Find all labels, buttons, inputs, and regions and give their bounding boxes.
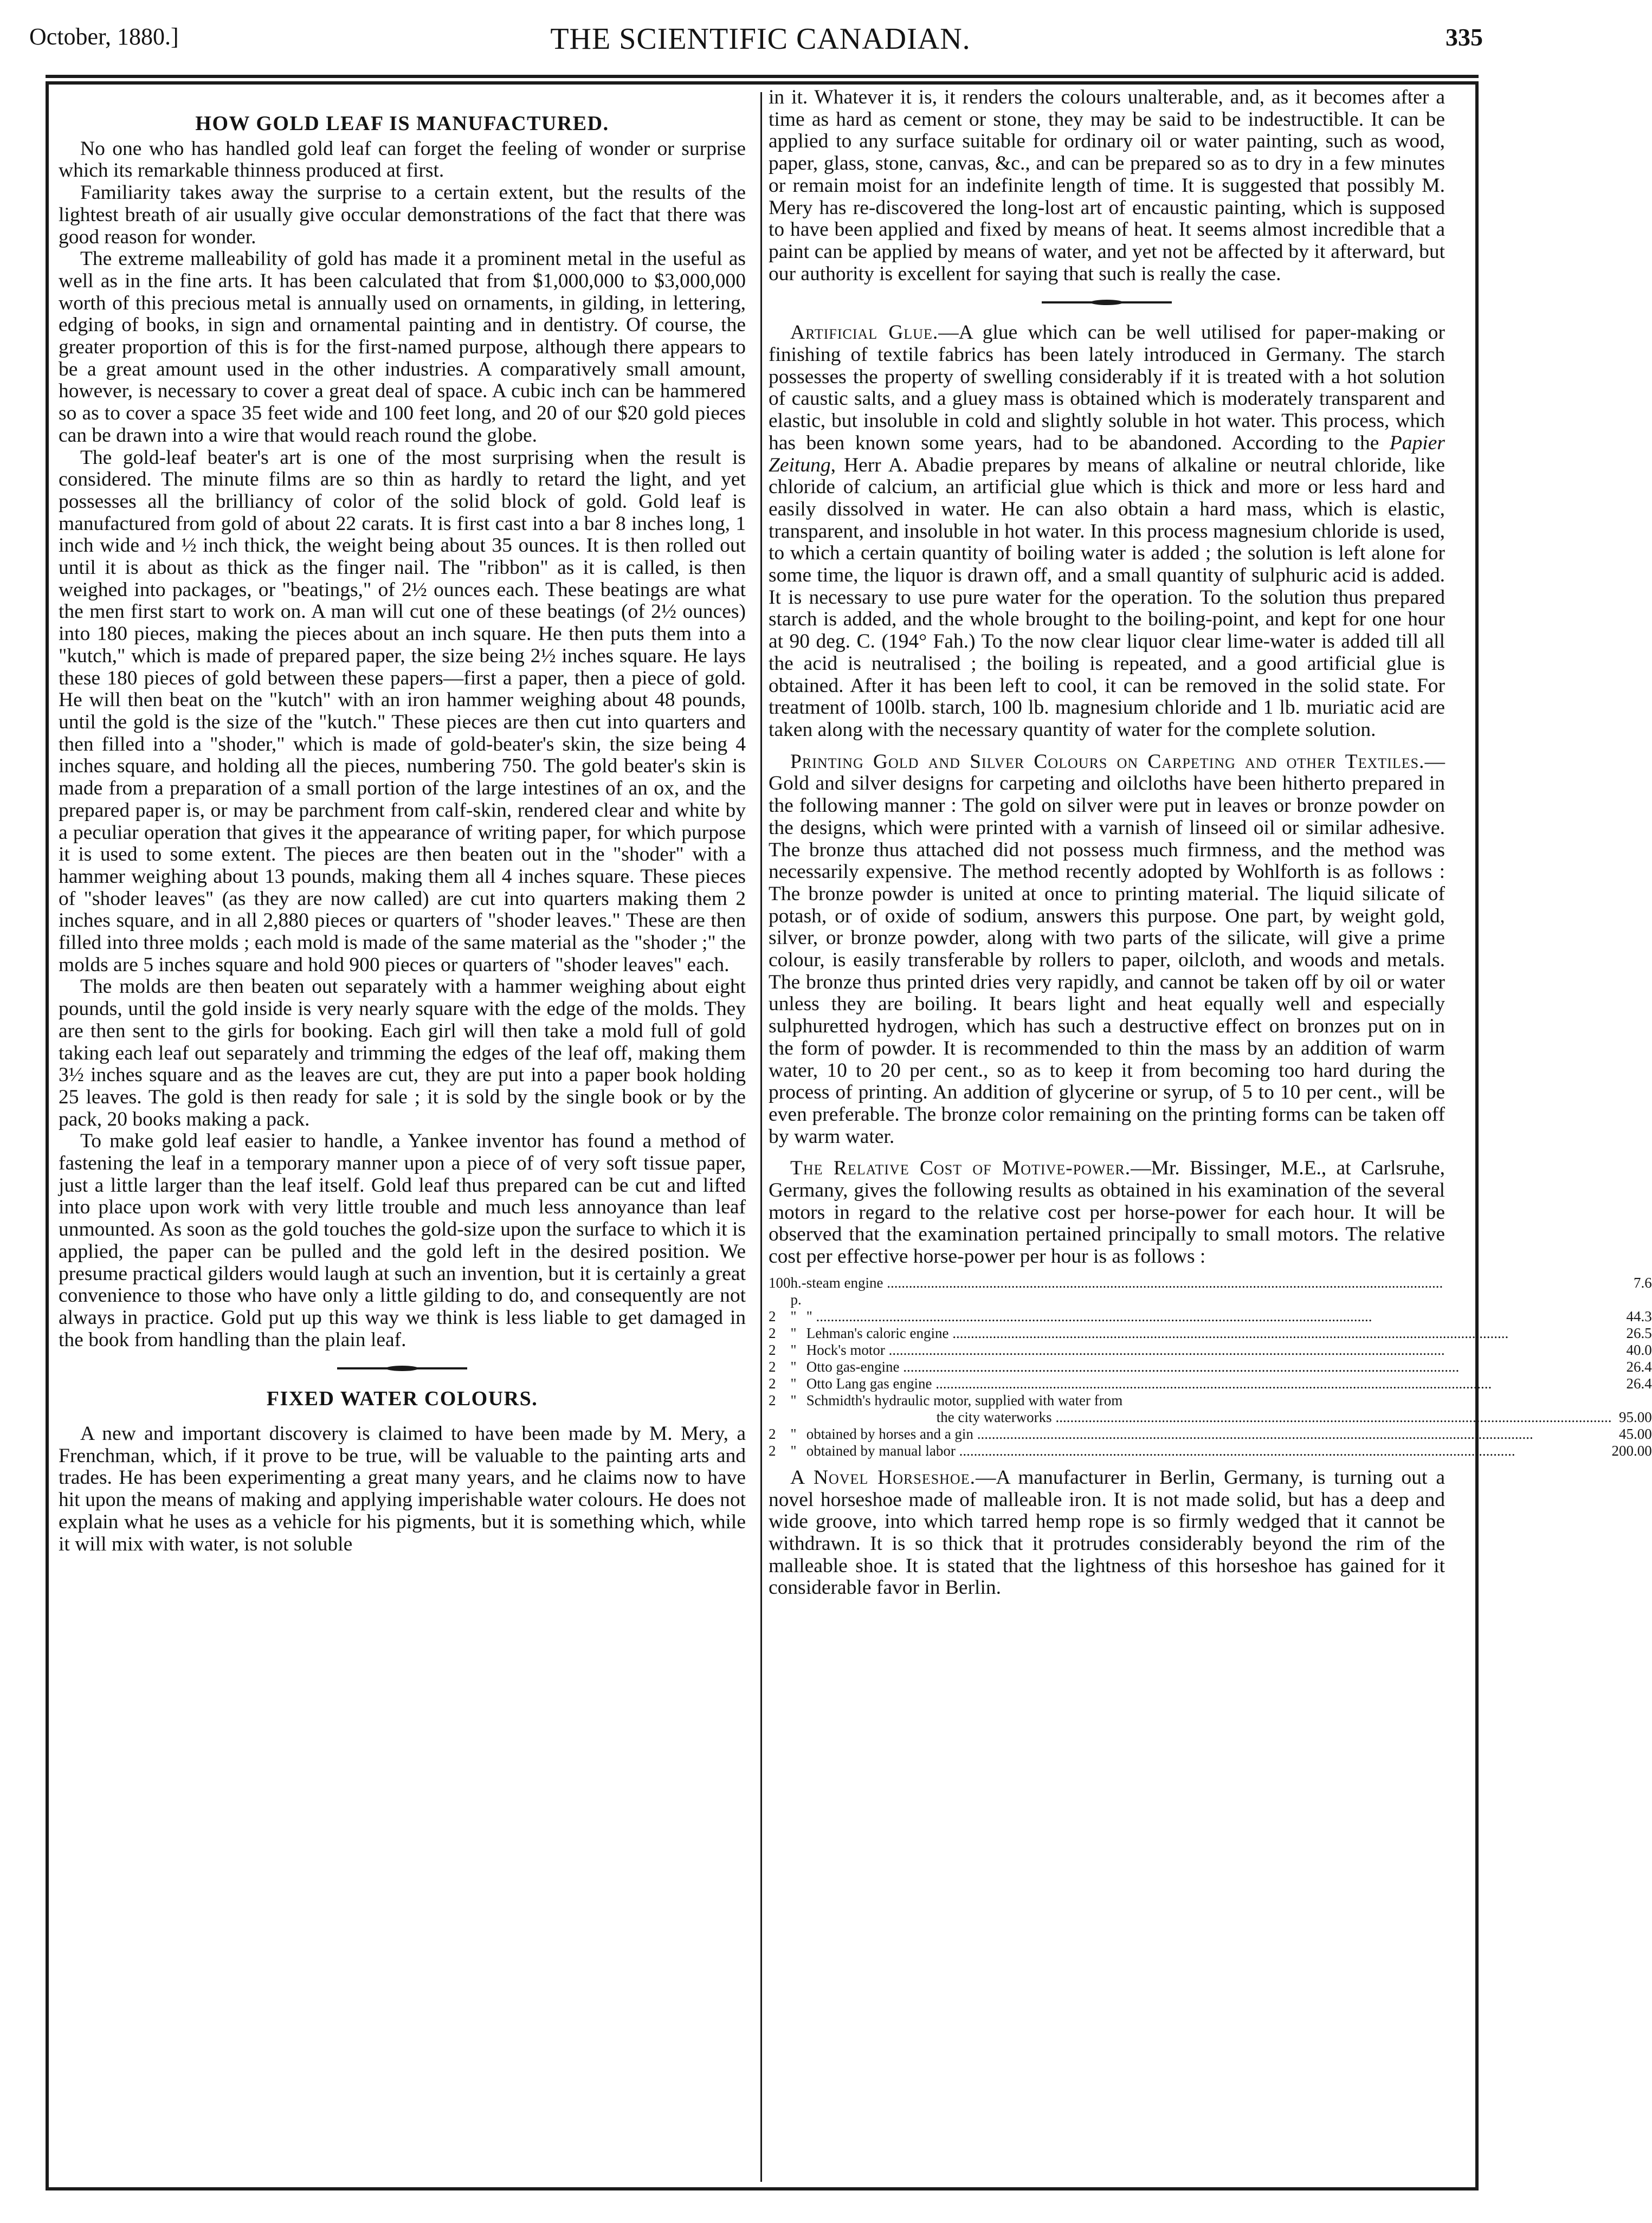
cost-table-row (769, 1342, 1652, 1359)
cost-table-row (769, 1392, 1652, 1409)
section-separator (337, 1367, 467, 1369)
cost-table-row (769, 1443, 1652, 1459)
cost-unit: h.-p. (790, 1274, 806, 1308)
artificial-glue-paragraph: Artificial Glue.—A glue which can be well utilised for paper-making or finishing of textile fabrics has been lately introduced in Germany. The starch possesses the property of swelling considerably if it is treated with a hot solution of caustic salts, and a gluey mass is obtained which is moderately transparent and elastic, but insoluble in cold and slightly soluble in hot water. This process, which has been known some years, had to be abandoned. According to the Papier Zeitung, Herr A. Abadie prepares by means of alkaline or neutral chloride, like chloride of calcium, an artificial glue which is thick and more or less hard and easily dissolved in water. He can also obtain a hard mass, which is elastic, transparent, and insoluble in hot water. In this process magnesium chloride is used, to which a certain quantity of boiling water is added ; the solution is left alone for some time, the liquor is drawn off, and a small quantity of sulphuric acid is added. It is necessary to use pure water for the operation. To the solution thus prepared starch is added, and the whole brought to the boiling-point, and kept for one hour at 90 deg. C. (194° Fah.) To the now clear liquor clear lime-water is added till all the acid is neutralised ; the boiling is repeated, and a good artificial glue is obtained. After it has been left to cool, it can be removed in the solid state. For treatment of 100lb. starch, 100 lb. magnesium chloride and 1 lb. muriatic acid are taken along with the necessary quantity of water for the complete solution. (769, 321, 1445, 741)
cost-value: 7.6 (1633, 1274, 1652, 1291)
cost-table-row (769, 1426, 1652, 1443)
gold-leaf-paragraph: To make gold leaf easier to handle, a Yankee inventor has found a method of fastening the leaf in a temporary manner upon a piece of of very soft tissue paper, just a little larger than the leaf itself. Gold leaf thus prepared can be cut and lifted into place upon work with very little trouble and much less annoyance than leaf unmounted. As soon as the gold touches the gold-size upon the surface to which it is applied, the paper can be pulled and the gold left in the desired position. We presume practical gilders would laugh at such an invention, but it is certainly a great convenience to those who have only a little gilding to do, and consequently are not always in practice. Gold put up this way we think is less liable to get damaged in the book from handling than the plain leaf. (59, 1130, 746, 1351)
cost-table-row (769, 1275, 1652, 1308)
cost-unit: " (790, 1442, 797, 1459)
cost-value: 45.00 (1618, 1425, 1652, 1442)
cost-motor-label: Lehman's caloric engine ..... (806, 1325, 1509, 1341)
gold-leaf-paragraph: The gold-leaf beater's art is one of the most surprising when the result is considered. The minute films are so thin as hardly to retard the light, and yet possesses all the brilliancy of color of the solid block of gold. Gold leaf is manufactured from gold of about 22 carats. It is first cast into a bar 8 inches long, 1 inch wide and ½ inch thick, the weight being about 35 ounces. It is then rolled out until it is about as thick as the finger nail. The "ribbon" as it is called, is then weighed into packages, or "beatings," of 2½ ounces each. These beatings are what the men first start to work on. A man will cut one of these beatings (of 2½ ounces) into 180 pieces, making the pieces about an inch square. He then puts them into a "kutch," which is made of prepared paper, the size being 2½ inches square. He lays these 180 pieces of gold between these papers—first a paper, then a piece of gold. He will then beat on the "kutch" with an iron hammer weighing about 48 pounds, until the gold is the size of the "kutch." These pieces are then cut into quarters and then filled into a "shoder," which is made of gold-beater's skin, the size being 4 inches square, and holding all the pieces, numbering 750. The gold beater's skin is made from a preparation of a small portion of the large intestines of an ox, and the prepared paper is, or may be parchment from calf-skin, rendered clear and white by a peculiar operation that gives it the appearance of writing paper, for which purpose it is used to some extent. The pieces are then beaten out in the "shoder" with a hammer weighing about 13 pounds, making them all 4 inches square. These pieces of "shoder leaves" (as they are now called) are cut into quarters making them 2 inches square, and in all 2,880 pieces or quarters of "shoder leaves." These are then filled into three molds ; each mold is made of the same material as the "shoder ;" the molds are 5 inches square and hold 900 pieces or quarters of "shoder leaves" each. (59, 446, 746, 976)
cost-value: 26.4 (1626, 1358, 1652, 1375)
horseshoe-paragraph: A Novel Horseshoe.—A manufacturer in Berlin, Germany, is turning out a novel horseshoe made of malleable iron. It is not made solid, but has a deep and wide groove, into which tarred hemp rope is so firmly wedged that it cannot be withdrawn. It is so thick that it protrudes considerably beyond the rim of the malleable shoe. It is stated that the lightness of this horseshoe has gained for it considerable favor in Berlin. (769, 1466, 1445, 1599)
cost-qty: 2 (769, 1375, 776, 1392)
cost-motor (806, 1325, 1612, 1342)
cost-motor-label: Otto gas-engine ..... (806, 1359, 1459, 1375)
artificial-glue-heading: Artificial Glue. (790, 321, 939, 344)
cost-motor-label: the city waterworks ..... (937, 1409, 1612, 1425)
cost-unit: " (790, 1375, 797, 1392)
cost-value: 26.5 (1626, 1324, 1652, 1341)
printing-colours-paragraph: Printing Gold and Silver Colours on Carpeting and other Textiles.—Gold and silver designs for carpeting and oilcloths have been hitherto prepared in the following manner : The gold on silver were put in leaves or bronze powder on the designs, which were printed with a varnish of linseed oil or similar adhesive. The bronze thus attached did not possess much firmness, and the method was necessarily expensive. The method recently adopted by Wohlforth is as follows : The bronze powder is united at once to printing material. The liquid silicate of potash, or of oxide of sodium, answers this purpose. One part, by weight gold, silver, or bronze powder, along with two parts of the silicate, will give a prime colour, is easily transferable by rollers to paper, oilcloth, and woods and metals. The bronze thus printed dries very rapidly, and cannot be taken off by oil or water unless they are boiling. It bears light and heat equally well and especially sulphuretted hydrogen, which has such a destructive effect on bronzes put on in the form of powder. It is recommended to thin the mass by an addition of warm water, 10 to 20 per cent., so as to keep it from becoming too hard during the process of printing. An addition of glycerine or syrup, of 5 to 10 per cent., will be even preferable. The bronze color remaining on the printing forms can be taken off by warm water. (769, 750, 1445, 1148)
cost-motor (806, 1375, 1612, 1392)
article-title-water-colours: FIXED WATER COLOURS. (266, 1387, 538, 1411)
water-colours-continuation: in it. Whatever it is, it renders the colours unalterable, and, as it becomes after a time as hard as cement or stone, they may be said to be indestructible. It can be applied to any surface suitable for ordinary oil or water painting, such as wood, paper, glass, stone, canvas, &c., and can be prepared so as to dry in a few minutes or remain moist for an indefinite length of time. It is suggested that possibly M. Mery has re-discovered the long-lost art of encaustic painting, which is supposed to have been applied and fixed by means of heat. It seems almost incredible that a paint can be applied by means of water, and yet not be affected by it afterward, but our authority is excellent for saying that such is really the case. (769, 86, 1445, 285)
cost-qty: 2 (769, 1358, 776, 1375)
masthead-title: THE SCIENTIFIC CANADIAN. (550, 22, 971, 56)
printing-colours-heading: Printing Gold and Silver Colours on Carpeting and other Textiles. (790, 750, 1425, 773)
cost-motor (806, 1443, 1612, 1459)
cost-motor-label: Schmidth's hydraulic motor, supplied with water from (806, 1392, 1123, 1408)
cost-table-row (769, 1409, 1652, 1426)
cost-qty: 2 (769, 1442, 776, 1459)
cost-motor-label: " ..... (806, 1308, 1372, 1324)
cost-table-row (769, 1375, 1652, 1392)
cost-unit: " (790, 1324, 797, 1341)
cost-qty: 2 (769, 1392, 776, 1408)
cost-value: 200.00 (1611, 1442, 1652, 1459)
gold-leaf-paragraph: No one who has handled gold leaf can forget the feeling of wonder or surprise which its remarkable thinness produced at first. (59, 137, 746, 182)
page-number: 335 (1446, 23, 1483, 51)
cost-motor (806, 1426, 1612, 1443)
cost-qty: 2 (769, 1425, 776, 1442)
journal-name: Papier Zeitung (769, 431, 1445, 476)
cost-unit (791, 1409, 806, 1426)
issue-date: October, 1880.] (29, 23, 179, 50)
cost-qty: 100 (769, 1274, 791, 1291)
cost-qty: 2 (769, 1324, 776, 1341)
cost-qty (769, 1409, 791, 1426)
cost-unit: " (790, 1392, 797, 1408)
section-separator (1042, 301, 1172, 303)
cost-motor (806, 1342, 1612, 1359)
cost-motor-label: steam engine ..... (806, 1275, 1443, 1291)
motive-cost-table (769, 1275, 1652, 1459)
cost-table-row (769, 1308, 1652, 1325)
cost-motor (806, 1308, 1612, 1325)
cost-unit: " (790, 1358, 797, 1375)
left-column (59, 113, 746, 1555)
cost-value: 95.00 (1618, 1408, 1652, 1425)
cost-motor-label: Otto Lang gas engine ..... (806, 1375, 1492, 1392)
cost-motor-label: obtained by horses and a gin ..... (806, 1426, 1533, 1442)
cost-value: 44.3 (1626, 1308, 1652, 1324)
cost-value: 40.0 (1626, 1341, 1652, 1358)
cost-motor-label: Hock's motor ..... (806, 1342, 1445, 1358)
cost-unit: " (790, 1341, 797, 1358)
horseshoe-heading: A Novel Horseshoe. (790, 1466, 976, 1489)
cost-motor (806, 1275, 1612, 1308)
cost-motor (806, 1359, 1612, 1375)
cost-value: 26.4 (1626, 1375, 1652, 1392)
cost-motor (806, 1409, 1612, 1426)
cost-motor (806, 1392, 1612, 1409)
motive-power-heading: The Relative Cost of Motive-power. (790, 1157, 1131, 1180)
right-column (769, 86, 1652, 1599)
gold-leaf-paragraph: The extreme malleability of gold has made it a prominent metal in the useful as well as in the fine arts. It has been calculated that from $1,000,000 to $3,000,000 worth of this precious metal is annually used on ornaments, in gilding, in lettering, edging of books, in sign and ornamental painting and in dentistry. Of course, the greater proportion of this is for the first-named purpose, although there appears to be a great amount used in the other industries. A comparatively small amount, however, is necessary to cover a great deal of space. A cubic inch can be hammered so as to cover a space 35 feet wide and 100 feet long, and 20 of our $20 gold pieces can be drawn into a wire that would reach round the globe. (59, 248, 746, 447)
cost-table-row (769, 1325, 1652, 1342)
water-colours-paragraph: A new and important discovery is claimed to have been made by M. Mery, a Frenchman, which, if it prove to be true, will be valuable to the painting arts and trades. He has been experimenting a great many years, and he claims now to have hit upon the means of making and applying imperishable water colours. He does not explain what he uses as a vehicle for his pigments, but it is something which, while it will mix with water, is not soluble (59, 1423, 746, 1555)
gold-leaf-paragraph: The molds are then beaten out separately with a hammer weighing about eight pounds, until the gold inside is very nearly square with the edge of the molds. They are then sent to the girls for booking. Each girl will then take a mold full of gold taking each leaf out separately and trimming the edges of the leaf off, making them 3½ inches square and as the leaves are cut, they are put into a paper book holding 25 leaves. The gold is then ready for sale ; it is sold by the single book or by the pack, 20 books making a pack. (59, 975, 746, 1130)
cost-unit: " (790, 1308, 797, 1324)
cost-motor-label: obtained by manual labor ..... (806, 1443, 1515, 1459)
article-title-gold-leaf: HOW GOLD LEAF IS MANUFACTURED. (195, 112, 609, 135)
cost-value (1611, 1392, 1651, 1409)
column-divider (760, 92, 762, 2182)
motive-power-paragraph: The Relative Cost of Motive-power.—Mr. Bissinger, M.E., at Carlsruhe, Germany, gives the following results as obtained in his examination of the several motors in regard to the relative cost per horse-power for each hour. It will be observed that the examination pertained principally to small motors. The relative cost per effective horse-power per hour is as follows : (769, 1157, 1446, 1268)
cost-table-row (769, 1359, 1652, 1375)
gold-leaf-paragraph: Familiarity takes away the surprise to a certain extent, but the results of the lightest breath of air usually give occular demonstrations of the fact that there was good reason for wonder. (59, 182, 746, 248)
cost-qty: 2 (769, 1308, 776, 1324)
cost-qty: 2 (769, 1341, 776, 1358)
cost-unit: " (790, 1425, 797, 1442)
header-rule (46, 75, 1479, 78)
